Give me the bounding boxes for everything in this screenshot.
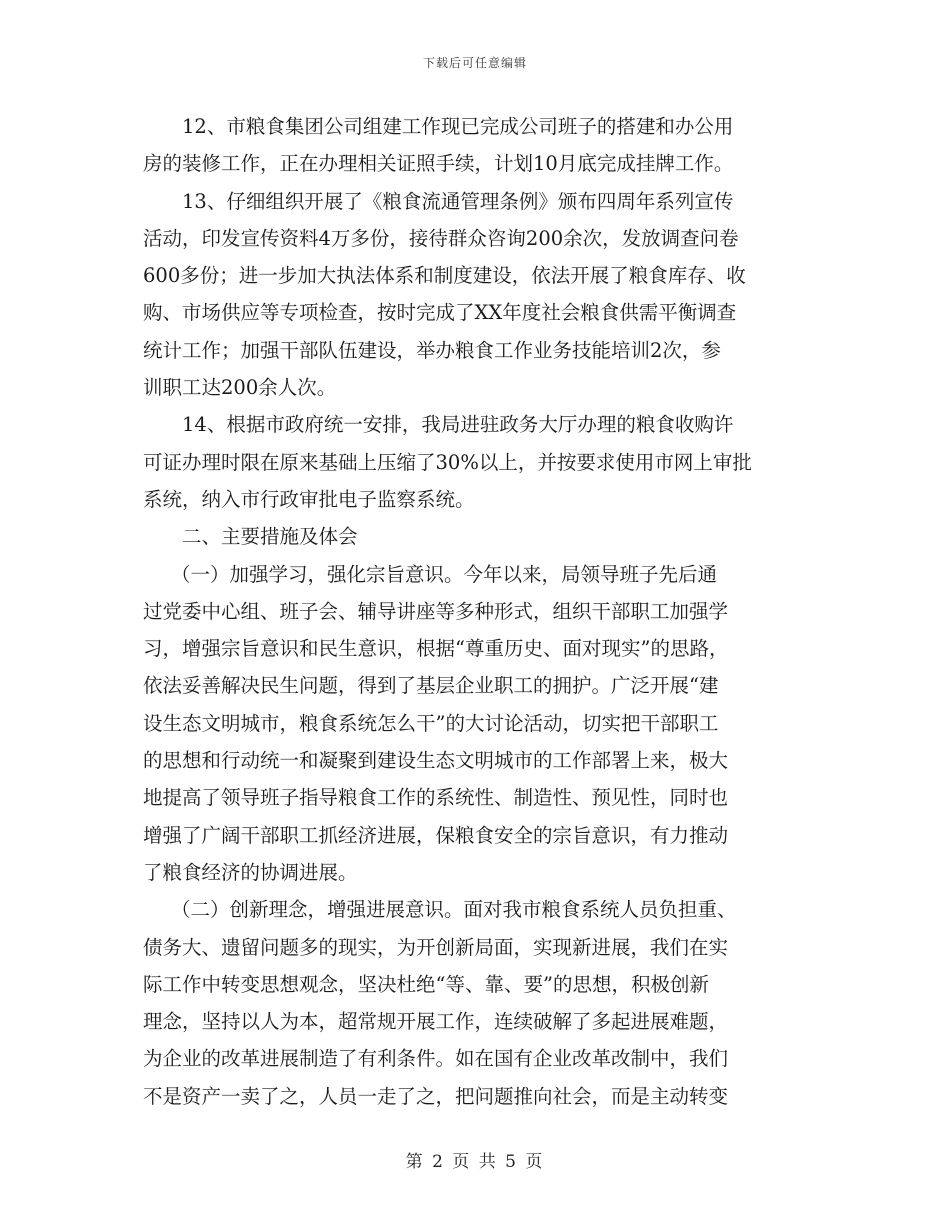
paragraph-item-14 <box>143 406 803 518</box>
paragraph-measure-1 <box>143 556 803 892</box>
text-line: 过党委中心组、班子会、辅导讲座等多种形式，组织干部职工加强学 <box>143 599 729 623</box>
text-line: 统计工作；加强干部队伍建设，举办粮食工作业务技能培训2次，参 <box>143 338 721 362</box>
text-line: 设生态文明城市，粮食系统怎么干”的大讨论活动，切实把干部职工 <box>143 711 719 735</box>
text-line: （二）创新理念，增强进展意识。面对我市粮食系统人员负担重、 <box>171 898 737 922</box>
text-line: 房的装修工作，正在办理相关证照手续，计划10月底完成挂牌工作。 <box>143 152 734 176</box>
header-note: 下载后可任意编辑 <box>422 56 527 70</box>
text-line: 了粮食经济的协调进展。 <box>143 860 358 884</box>
text-line: 13、仔细组织开展了《粮食流通管理条例》颁布四周年系列宣传 <box>182 189 734 213</box>
section-heading-text: 二、主要措施及体会 <box>182 525 358 549</box>
text-line: 系统，纳入市行政审批电子监察系统。 <box>143 487 475 511</box>
text-line: 理念，坚持以人为本，超常规开展工作，连续破解了多起进展难题， <box>143 1010 729 1034</box>
text-line: 14、根据市政府统一安排，我局进驻政务大厅办理的粮食收购许 <box>182 413 734 437</box>
text-line: 习，增强宗旨意识和民生意识，根据“尊重历史、面对现实”的思路， <box>143 637 729 661</box>
document-body <box>143 108 803 1115</box>
section-heading <box>143 518 803 555</box>
text-line: 可证办理时限在原来基础上压缩了30%以上，并按要求使用市网上审批 <box>143 450 752 474</box>
text-line: 为企业的改革进展制造了有利条件。如在国有企业改革改制中，我们 <box>143 1047 729 1071</box>
text-line: 600多份；进一步加大执法体系和制度建设，依法开展了粮食库存、收 <box>143 264 746 288</box>
text-line: （一）加强学习，强化宗旨意识。今年以来，局领导班子先后通 <box>171 562 718 586</box>
text-line: 的思想和行动统一和凝聚到建设生态文明城市的工作部署上来，极大 <box>143 749 729 773</box>
text-line: 活动，印发宣传资料4万多份，接待群众咨询200余次，发放调查问卷 <box>143 226 739 250</box>
text-line: 依法妥善解决民生问题，得到了基层企业职工的拥护。广泛开展“建 <box>143 674 719 698</box>
page-number: 第 2 页 共 5 页 <box>405 1152 545 1172</box>
text-line: 增强了广阔干部职工抓经济进展，保粮食安全的宗旨意识，有力推动 <box>143 823 729 847</box>
text-line: 债务大、遗留问题多的现实，为开创新局面，实现新进展，我们在实 <box>143 935 729 959</box>
text-line: 地提高了领导班子指导粮食工作的系统性、制造性、预见性，同时也 <box>143 786 729 810</box>
text-line: 不是资产一卖了之，人员一走了之，把问题推向社会，而是主动转变 <box>143 1084 729 1108</box>
text-line: 12、市粮食集团公司组建工作现已完成公司班子的搭建和办公用 <box>182 115 734 138</box>
text-line: 训职工达200余人次。 <box>143 376 337 400</box>
text-line: 购、市场供应等专项检查，按时完成了XX年度社会粮食供需平衡调查 <box>143 301 737 325</box>
paragraph-item-12 <box>143 108 803 183</box>
paragraph-item-13 <box>143 183 803 407</box>
text-line: 际工作中转变思想观念，坚决杜绝“等、靠、要”的思想，积极创新 <box>143 972 709 996</box>
paragraph-measure-2 <box>143 891 803 1115</box>
